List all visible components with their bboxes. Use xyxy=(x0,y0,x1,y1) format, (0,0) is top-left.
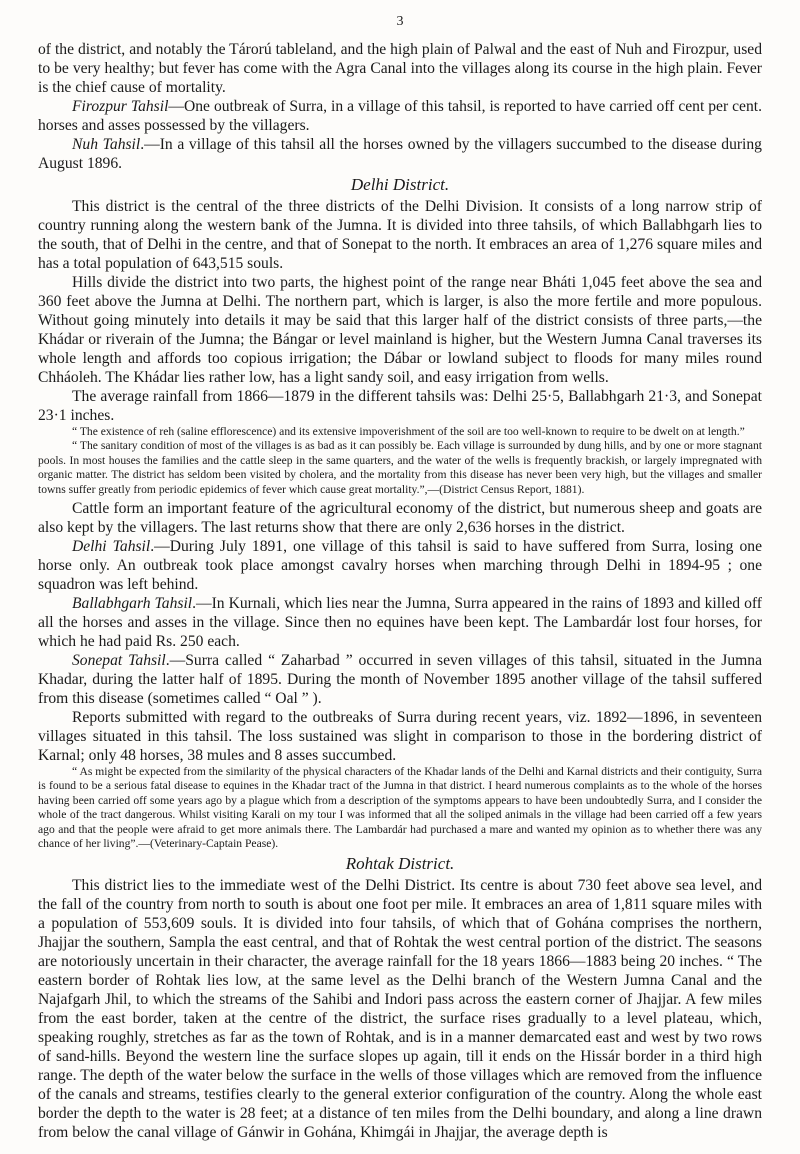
delhi-paragraph-3: The average rainfall from 1866—1879 in the different tahsils was: Delhi 25·5, Ballabhgarh 21·3, and Sonepat 23·1 inches. xyxy=(38,388,762,424)
intro-paragraph: of the district, and notably the Tárorú tableland, and the high plain of Palwal and the east of Nuh and Firozpur, used to be very healthy; but fever has come with the Agra Canal into the villages along its course in the high plain. Fever is the chief cause of mortality. xyxy=(38,41,762,96)
delhi-paragraph-2: Hills divide the district into two parts, the highest point of the range near Bháti 1,045 feet above the sea and 360 feet above the Jumna at Delhi. The northern part, which is larger, is also the more fertile and more populous. Without going minutely into details it may be said that this larger half of the district consists of three parts,—the Khádar or riverain of the Jumna; the Bángar or level mainland is higher, but the Western Jumna Canal traverses its whole length and affords too copious irrigation; the Dábar or lowland subject to floods for many miles round Chháoleh. The Khádar lies rather low, has a light sandy soil, and easy irrigation from wells. xyxy=(38,274,762,386)
nuh-text: .—In a village of this tahsil all the horses owned by the villagers succumbed to the disease during August 1896. xyxy=(38,136,762,172)
reports-paragraph: Reports submitted with regard to the outbreaks of Surra during recent years, viz. 1892—1896, in seventeen villages situated in this tahsil. The loss sustained was slight in comparison to those in the bordering district of Karnal; only 48 horses, 38 mules and 8 asses succumbed. xyxy=(38,709,762,765)
rohtak-paragraph-1: This district lies to the immediate west of the Delhi District. Its centre is about 730 feet above sea level, and the fall of the country from north to south is about one foot per mile. It embraces an area of 1,811 square miles with a population of 553,609 souls. It is divided into four tahsils, of which that of Gohána comprises the northern, Jhajjar the southern, Sampla the east central, and that of Rohtak the west central portion of the district. The seasons are notoriously uncertain in their character, the average rainfall for the 18 years 1866—1883 being 20 inches. “ The eastern border of Rohtak lies low, at the same level as the Delhi branch of the Western Jumna Canal and the Najafgarh Jhil, to which the streams of the Sahibi and Indori pass across the eastern corner of Jhajjar. A few miles from the east border, taken at the centre of the district, the surface rises gradually to a level plateau, which, speaking roughly, stretches as far as the town of Rohtak, and is in a manner demarcated east and west by two rows of sand-hills. Beyond the western line the surface slopes up again, till it ends on the Hissár border in a third high range. The depth of the water below the surface in the wells of those villages which are removed from the influence of the canals and streams, testifies clearly to the general exterior configuration of the country. Along the whole east border the depth to the water is 28 feet; at a distance of ten miles from the Delhi boundary, and along a line drawn from below the canal village of Gánwir in Gohána, Khimgái in Jhajjar, the average depth is xyxy=(38,877,762,1142)
firozpur-paragraph xyxy=(38,97,762,135)
sonepat-paragraph xyxy=(38,651,762,708)
rohtak-district-heading: Rohtak District. xyxy=(345,854,455,874)
ballabhgarh-text: .—In Kurnali, which lies near the Jumna, Surra appeared in the rains of 1893 and killed off all the horses and asses in the village. Since then no equines have been kept. The Lambardár lost four horses, for which he had paid Rs. 250 each. xyxy=(38,595,762,651)
sonepat-text: .—Surra called “ Zaharbad ” occurred in seven villages of this tahsil, situated in the Jumna Khadar, during the latter half of 1895. During the month of November 1895 another village of the tahsil suffered from this disease (sometimes called “ Oal ” ). xyxy=(38,652,762,708)
delhi-tahsil-text: .—During July 1891, one village of this tahsil is said to have suffered from Surra, losing one horse only. An outbreak took place amongst cavalry horses when marching through Delhi in 1894-95 ; one squadron was left behind. xyxy=(38,538,762,594)
delhi-district-heading: Delhi District. xyxy=(350,175,450,194)
delhi-paragraph-4: Cattle form an important feature of the agricultural economy of the district, but numerous sheep and goats are also kept by the villagers. The last returns show that there are only 2,636 horses in the district. xyxy=(38,500,762,537)
delhi-paragraph-1: This district is the central of the three districts of the Delhi Division. It consists of a long narrow strip of country running along the western bank of the Jumna. It is divided into three tahsils, of which Ballabhgarh lies to the south, that of Delhi in the centre, and that of Sonepat to the north. It embraces an area of 1,276 square miles and has a total population of 643,515 souls. xyxy=(38,198,762,272)
firozpur-heading: Firozpur Tahsil xyxy=(72,98,169,115)
quote-pease: “ As might be expected from the similarity of the physical characters of the Khadar lands of the Delhi and Karnal districts and their contiguity, Surra is found to be a serious fatal disease to equines in the Khadar tract of the Jumna in that district. I heard numerous complaints as to the whole of the horses having been carried off some years ago by a plague which from a description of the symptoms appears to have been undoubtedly Surra, and I consider the whole of the tract dangerous. Whilst visiting Karali on my tour I was informed that all the soliped animals in the village had been carried off a few years ago and that the people were afraid to get more animals there. The Lambardár had purchased a mare and wanted my opinion as to whether there was any chance of her living”.—(Veterinary-Captain Pease). xyxy=(38,765,762,851)
delhi-tahsil-paragraph xyxy=(38,537,762,594)
ballabhgarh-paragraph xyxy=(38,594,762,651)
nuh-paragraph xyxy=(38,135,762,173)
page-number: 3 xyxy=(396,14,404,29)
quote-sanitary: “ The sanitary condition of most of the villages is as bad as it can possibly be. Each village is surrounded by dung hills, and by one or more stagnant pools. In most houses the families and the cattle sleep in the same quarters, and the water of the wells is frequently brackish, or largely impregnated with organic matter. The district has seldom been visited by cholera, and the mortality from this disease has never been very high, but the villages and smaller towns suffer greatly from periodic epidemics of fever which cause great mortality.”,—(District Census Report, 1881). xyxy=(38,439,762,496)
firozpur-text: —One outbreak of Surra, in a village of this tahsil, is reported to have carried off cent per cent. horses and asses possessed by the villagers. xyxy=(38,98,762,134)
page-body xyxy=(38,40,762,1142)
nuh-heading: Nuh Tahsil xyxy=(72,136,141,153)
ballabhgarh-heading: Ballabhgarh Tahsil xyxy=(72,595,193,613)
quote-reh: “ The existence of reh (saline efflorescence) and its extensive impoverishment of the soil are too well-known to require to be dwelt on at length.” xyxy=(72,425,745,438)
delhi-tahsil-heading: Delhi Tahsil xyxy=(72,538,151,556)
sonepat-heading: Sonepat Tahsil xyxy=(72,652,166,670)
